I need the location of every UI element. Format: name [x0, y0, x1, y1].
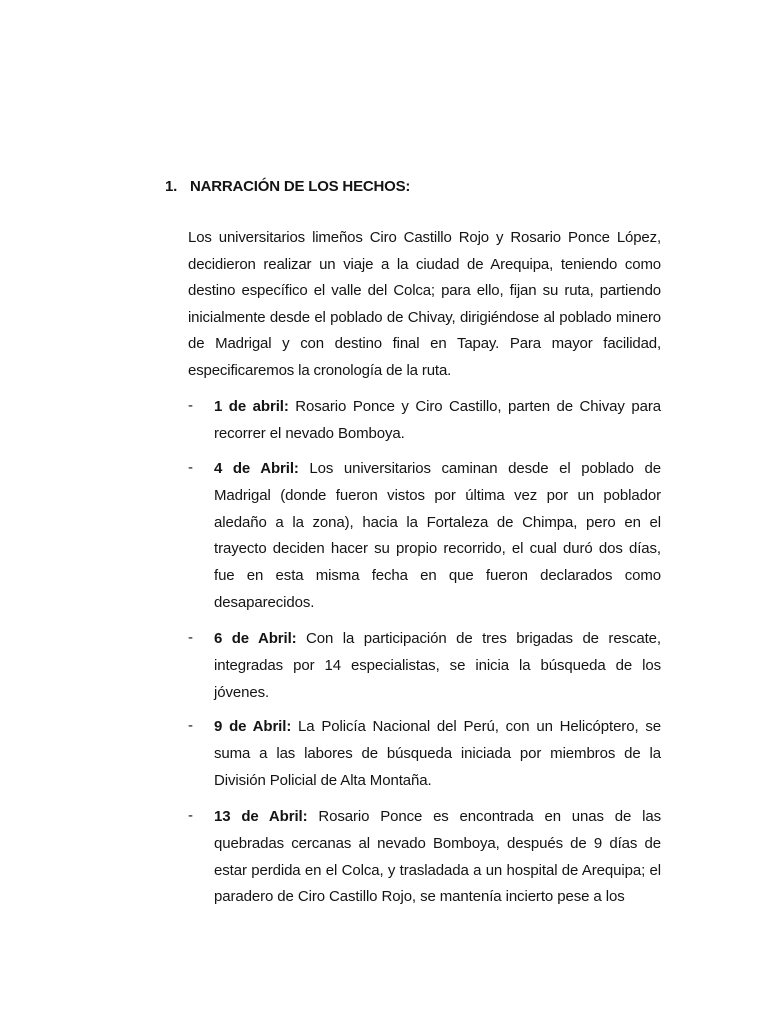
timeline-text: Rosario Ponce y Ciro Castillo, parten de Chivay para recorrer el nevado Bomboya. [214, 398, 661, 442]
bullet-dash: - [188, 717, 193, 734]
section-number: 1. [165, 178, 178, 195]
timeline-date: 1 de abril: [214, 398, 289, 415]
timeline-text: La Policía Nacional del Perú, con un Helicóptero, se suma a las labores de búsqueda iniciada por miembros de la División Policial de Alta Montaña. [214, 718, 661, 789]
bullet-dash: - [188, 459, 193, 476]
bullet-dash: - [188, 629, 193, 646]
timeline-text: Los universitarios caminan desde el poblado de Madrigal (donde fueron vistos por última vez por un poblador aledaño a la zona), hacia la Fortaleza de Chimpa, pero en el trayecto deciden hacer su propio recorrido, el cual duró dos días, fue en esta misma fecha en que fueron declarados como desaparecidos. [214, 460, 661, 611]
timeline-date: 13 de Abril: [214, 808, 308, 825]
timeline-item [214, 394, 661, 448]
timeline-item [214, 626, 661, 706]
timeline-item [214, 714, 661, 794]
timeline-item [214, 456, 661, 617]
bullet-dash: - [188, 807, 193, 824]
intro-paragraph: Los universitarios limeños Ciro Castillo Rojo y Rosario Ponce López, decidieron realizar un viaje a la ciudad de Arequipa, teniendo como destino específico el valle del Colca; para ello, fijan su ruta, partiendo inicialmente desde el poblado de Chivay, dirigiéndose al poblado minero de Madrigal y con destino final en Tapay. Para mayor facilidad, especificaremos la cronología de la ruta. [188, 229, 661, 379]
section-title: NARRACIÓN DE LOS HECHOS: [190, 178, 411, 195]
timeline-text: Rosario Ponce es encontrada en unas de las quebradas cercanas al nevado Bomboya, después de 9 días de estar perdida en el Colca, y trasladada a un hospital de Arequipa; el paradero de Ciro Castillo Rojo, se mantenía incierto pese a los [214, 808, 661, 906]
timeline-date: 4 de Abril: [214, 460, 299, 477]
timeline-item [214, 804, 661, 911]
bullet-dash: - [188, 397, 193, 414]
timeline-text: Con la participación de tres brigadas de rescate, integradas por 14 especialistas, se inicia la búsqueda de los jóvenes. [214, 630, 661, 701]
timeline-date: 9 de Abril: [214, 718, 292, 735]
timeline-date: 6 de Abril: [214, 630, 297, 647]
section-heading [165, 178, 410, 195]
